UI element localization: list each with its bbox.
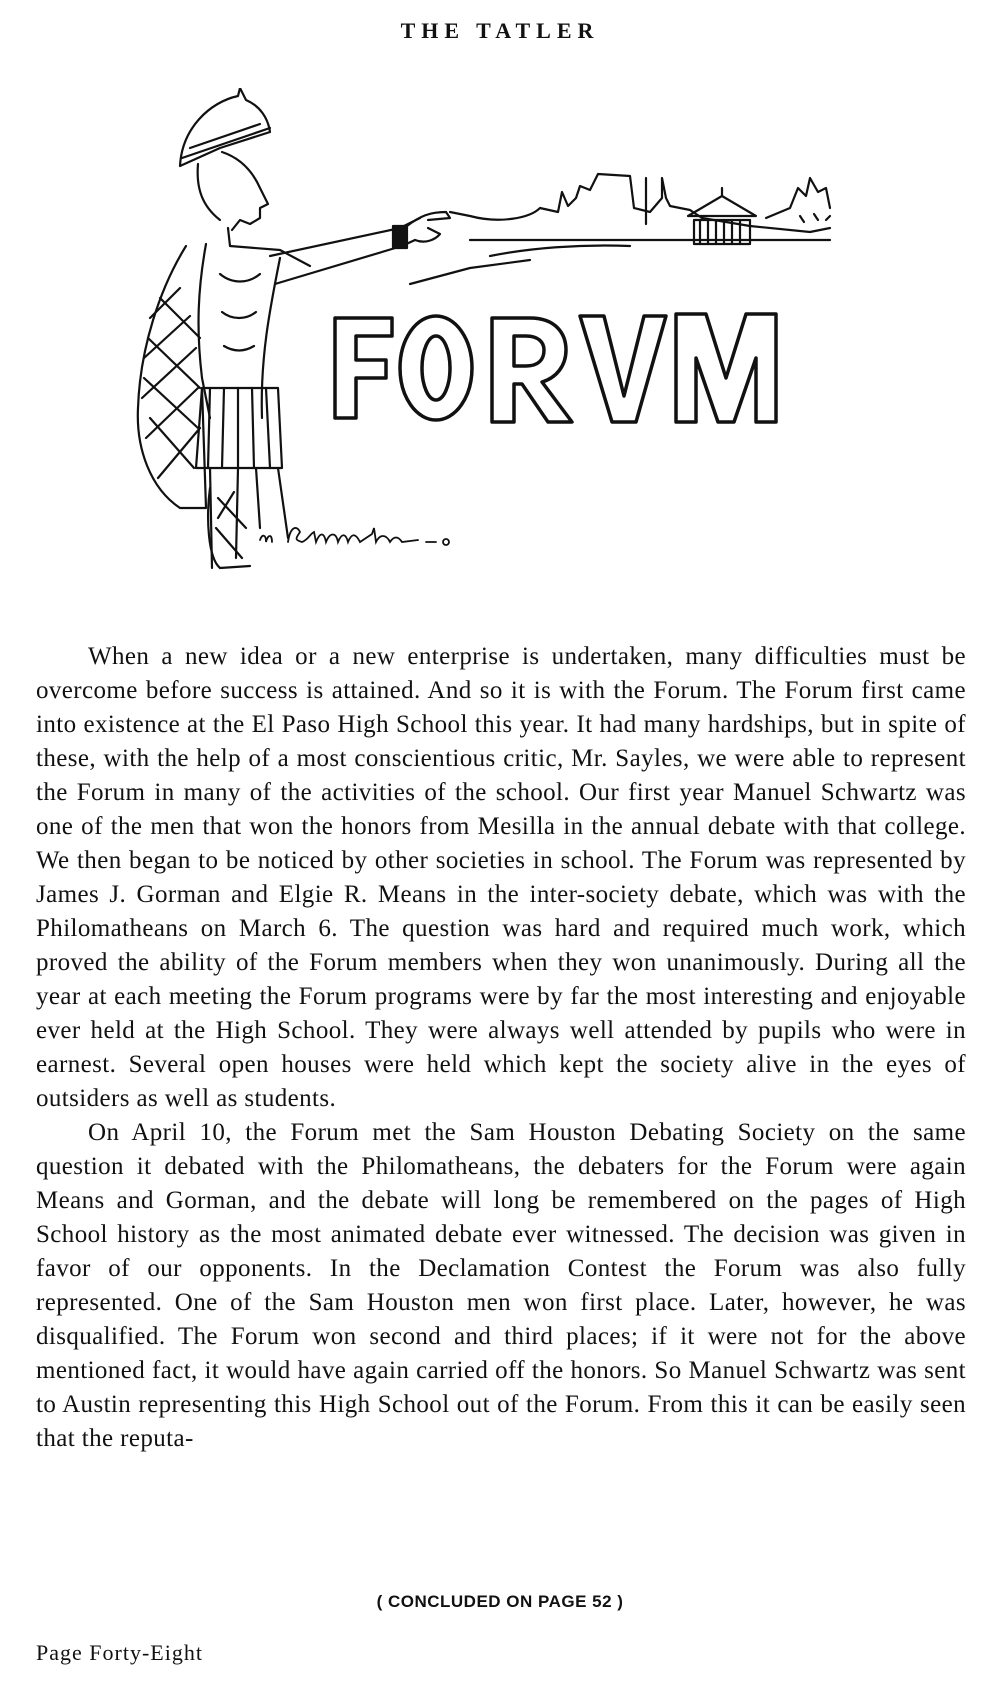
article-paragraph-2: On April 10, the Forum met the Sam Houston Debating Society on the same question it debated with the Philomatheans, the debaters for the Forum were again Means and Gorman, and the debate will long be remembered on the pages of High School history as the most animated debate ever witnessed. The decision was given in favor of our opponents. In the Declamation Contest the Forum was also fully represented. One of the Sam Houston men won first place. Later, however, he was disqualified. The Forum won second and third places; if it were not for the above mentioned fact, it would have again carried off the honors. So Manuel Schwartz was sent to Austin representing this High School out of the Forum. From this it can be easily seen that the reputa- (36, 1119, 966, 1452)
article-paragraph-1: When a new idea or a new enterprise is undertaken, many difficulties must be overcome before success is attained. And so it is with the Forum. The Forum first came into existence at the El Paso High School this year. It had many hardships, but in spite of these, with the help of a most conscientious critic, Mr. Sayles, we were able to represent the Forum in many of the activities of the school. Our first year Manuel Schwartz was one of the men that won the honors from Mesilla in the annual debate with that college. We then began to be noticed by other societies in school. The Forum was represented by James J. Gorman and Elgie R. Means in the inter-society debate, which was with the Philomatheans on March 6. The question was hard and required much work, which proved the ability of the Forum members when they won unanimously. During all the year at each meeting the Forum programs were by far the most interesting and enjoyable ever held at the High School. They were always well attended by pupils who were in earnest. Several open houses were held which kept the society alive in the eyes of outsiders as well as students. (36, 643, 966, 1112)
running-head: THE TATLER (400, 18, 600, 43)
continuation-note: ( CONCLUDED ON PAGE 52 ) (376, 1592, 624, 1611)
article-body (36, 640, 966, 1456)
forum-illustration (110, 88, 910, 628)
page-number: Page Forty-Eight (36, 1640, 203, 1665)
